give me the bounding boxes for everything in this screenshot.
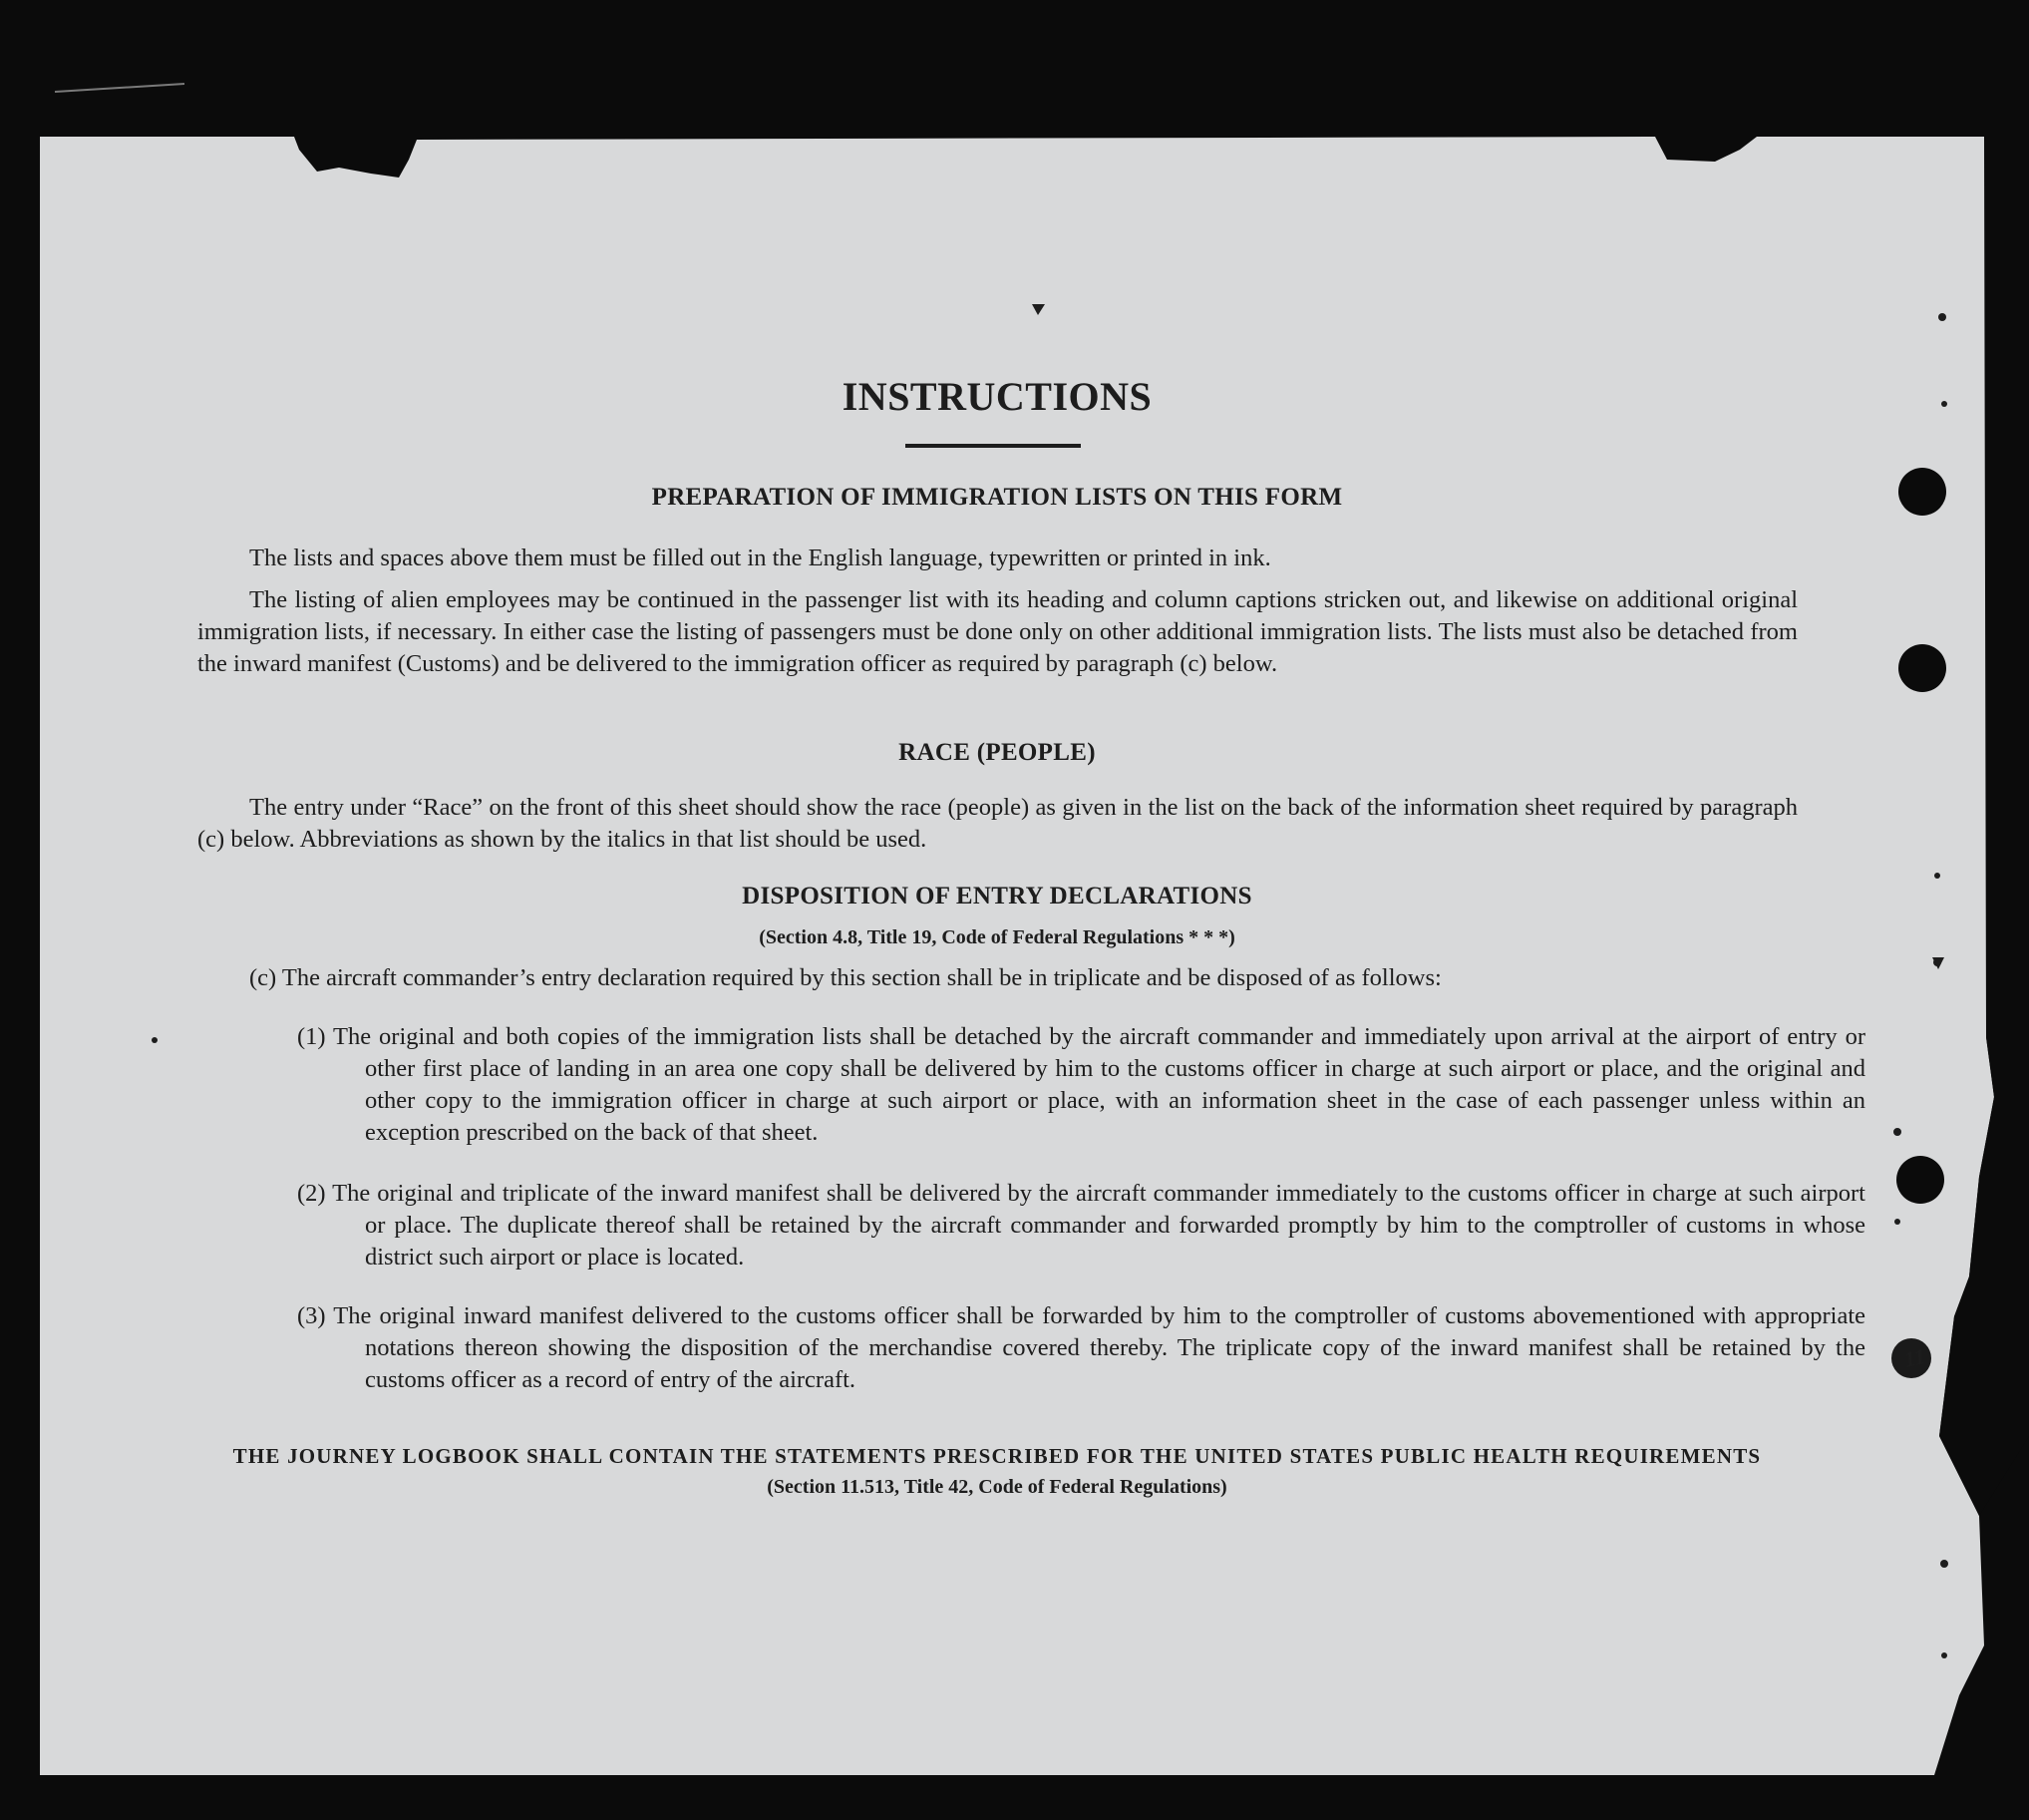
- list-item: (1) The original and both copies of the immigration lists shall be detached by the aircraft commander and immediately upon arrival at the airport of entry or other first place of landing in an area one copy shall be delivered by him to the customs officer in charge at such airport or place, and the original and other copy to the immigration officer in charge at such airport or place, with an information sheet in the case of each passenger unless within an exception prescribed on the back of that sheet.: [297, 1023, 1865, 1146]
- paragraph-race: The entry under “Race” on the front of this sheet should show the race (people) as given in the list on the back of the information sheet required by paragraph (c) below. Abbreviations as shown by the italics in that list should be used.: [197, 794, 1798, 853]
- speck: [1940, 1560, 1948, 1568]
- scan-streak: [55, 84, 184, 92]
- footer-citation: (Section 11.513, Title 42, Code of Federal Regulations): [767, 1476, 1227, 1498]
- speck: [1894, 1219, 1900, 1225]
- margin-page-number: 11: [1901, 1343, 1928, 1372]
- speck: [1941, 1652, 1947, 1658]
- list-item: (2) The original and triplicate of the inward manifest shall be delivered by the aircraft commander immediately to the customs officer in charge at such airport or place. The duplicate thereof shall be retained by the aircraft commander and forwarded promptly by him to the comptroller of customs in whose district such airport or place is located.: [297, 1180, 1865, 1271]
- section-heading-race: RACE (PEOPLE): [898, 739, 1096, 766]
- section-heading-disposition: DISPOSITION OF ENTRY DECLARATIONS: [742, 883, 1252, 910]
- title-underline: [905, 444, 1081, 448]
- punch-hole: [1898, 468, 1946, 516]
- list-item: (3) The original inward manifest delivered to the customs officer shall be forwarded by him to the comptroller of customs abovementioned with appropriate notations thereon showing the disposition of the merchandise covered thereby. The triplicate copy of the inward manifest shall be retained by the customs officer as a record of entry of the aircraft.: [297, 1302, 1865, 1393]
- paragraph-english-language: The lists and spaces above them must be filled out in the English language, typewritten or printed in ink.: [249, 545, 1271, 571]
- punch-hole: [1898, 644, 1946, 692]
- punch-hole: [1896, 1156, 1944, 1204]
- paragraph-alien-employees: The listing of alien employees may be continued in the passenger list with its heading and column captions stricken out, and likewise on additional original immigration lists, if necessary. In either case the listing of passengers must be done only on other additional immigration lists. The lists must also be detached from the inward manifest (Customs) and be delivered to the immigration officer as required by paragraph (c) below.: [197, 586, 1798, 677]
- speck: [1938, 313, 1946, 321]
- speck: [1934, 873, 1940, 879]
- speck: [1893, 1128, 1901, 1136]
- speck: [152, 1037, 158, 1043]
- footer-notice: THE JOURNEY LOGBOOK SHALL CONTAIN THE STATEMENTS PRESCRIBED FOR THE UNITED STATES PUBLIC HEALTH REQUIREMENTS: [232, 1444, 1762, 1468]
- disposition-citation: (Section 4.8, Title 19, Code of Federal Regulations * * *): [759, 926, 1235, 948]
- disposition-intro: (c) The aircraft commander’s entry declaration required by this section shall be in triplicate and be disposed of as follows:: [249, 964, 1442, 991]
- section-heading-preparation: PREPARATION OF IMMIGRATION LISTS ON THIS FORM: [651, 484, 1343, 511]
- page-title: INSTRUCTIONS: [842, 374, 1153, 419]
